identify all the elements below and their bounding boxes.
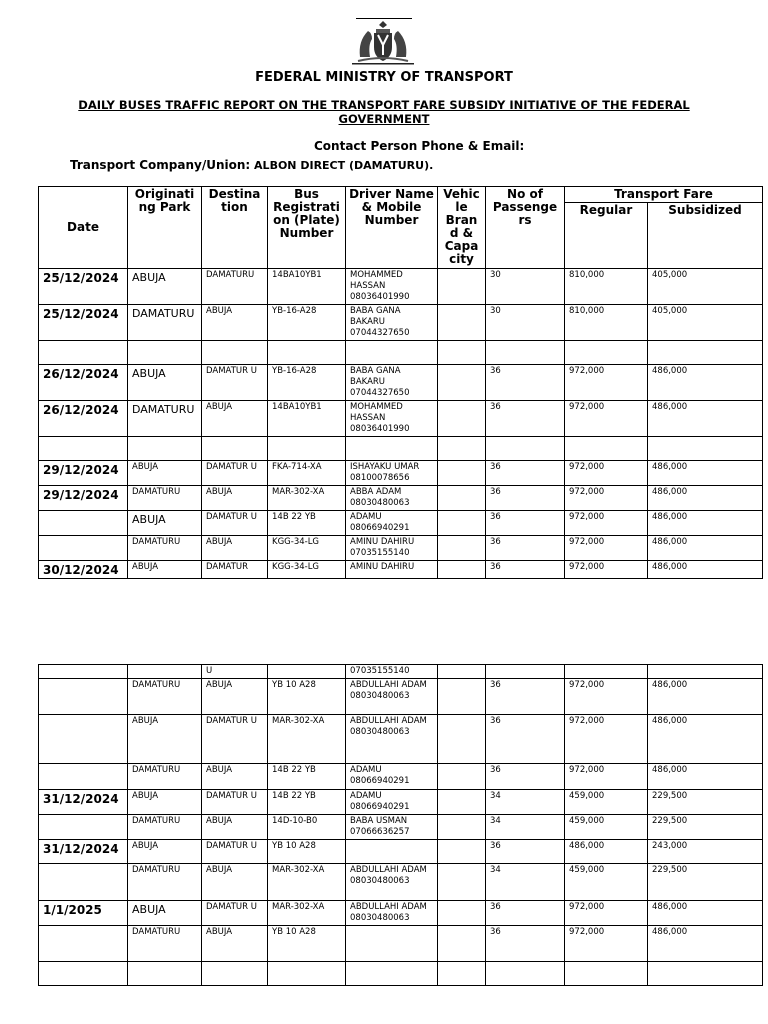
table-row (39, 815, 763, 840)
cell-subsidized (648, 437, 763, 461)
cell-vehicle (438, 764, 486, 790)
cell-pax: 36 (486, 365, 565, 401)
cell-vehicle (438, 864, 486, 901)
cell-pax: 36 (486, 840, 565, 864)
table-row (39, 461, 763, 486)
cell-regular: 972,000 (565, 486, 648, 511)
cell-subsidized: 229,500 (648, 790, 763, 815)
table-row (39, 665, 763, 679)
cell-subsidized: 229,500 (648, 864, 763, 901)
cell-vehicle (438, 486, 486, 511)
cell-bus: 14B 22 YB (268, 511, 346, 536)
cell-origin (128, 962, 202, 986)
cell-driver: BABA GANA BAKARU 07044327650 (346, 305, 438, 341)
cell-driver: BABA USMAN 07066636257 (346, 815, 438, 840)
cell-vehicle (438, 461, 486, 486)
cell-vehicle (438, 511, 486, 536)
cell-date (39, 341, 128, 365)
cell-subsidized (648, 962, 763, 986)
cell-origin: ABUJA (128, 840, 202, 864)
cell-subsidized (648, 341, 763, 365)
cell-origin (128, 437, 202, 461)
cell-subsidized: 486,000 (648, 764, 763, 790)
cell-subsidized: 405,000 (648, 269, 763, 305)
cell-bus: MAR-302-XA (268, 715, 346, 764)
cell-origin: DAMATURU (128, 486, 202, 511)
cell-dest: DAMATUR U (202, 511, 268, 536)
cell-vehicle (438, 926, 486, 962)
cell-bus: 14BA10YB1 (268, 401, 346, 437)
cell-driver: ADAMU 08066940291 (346, 511, 438, 536)
cell-regular: 972,000 (565, 365, 648, 401)
cell-date (39, 665, 128, 679)
cell-bus: KGG-34-LG (268, 536, 346, 561)
cell-date: 29/12/2024 (39, 461, 128, 486)
cell-regular (565, 341, 648, 365)
cell-date: 25/12/2024 (39, 305, 128, 341)
cell-bus: MAR-302-XA (268, 486, 346, 511)
cell-vehicle (438, 561, 486, 579)
table-row (39, 962, 763, 986)
cell-regular: 459,000 (565, 864, 648, 901)
cell-regular: 972,000 (565, 679, 648, 715)
cell-date (39, 764, 128, 790)
cell-driver (346, 962, 438, 986)
table-row (39, 679, 763, 715)
cell-dest: DAMATURU (202, 269, 268, 305)
cell-vehicle (438, 437, 486, 461)
table-row (39, 790, 763, 815)
cell-origin: DAMATURU (128, 305, 202, 341)
cell-regular: 972,000 (565, 561, 648, 579)
cell-pax: 36 (486, 715, 565, 764)
cell-driver: MOHAMMED HASSAN 08036401990 (346, 401, 438, 437)
contact-label: Contact Person Phone & Email: (314, 139, 525, 153)
cell-subsidized: 486,000 (648, 901, 763, 926)
cell-date (39, 962, 128, 986)
cell-date (39, 511, 128, 536)
cell-date (39, 437, 128, 461)
cell-dest: ABUJA (202, 764, 268, 790)
cell-dest (202, 962, 268, 986)
cell-origin: DAMATURU (128, 864, 202, 901)
header-regular: Regular (565, 203, 648, 269)
cell-pax: 36 (486, 511, 565, 536)
cell-bus: MAR-302-XA (268, 864, 346, 901)
cell-date (39, 864, 128, 901)
cell-regular: 810,000 (565, 269, 648, 305)
cell-origin: ABUJA (128, 901, 202, 926)
cell-vehicle (438, 815, 486, 840)
cell-regular: 972,000 (565, 901, 648, 926)
cell-vehicle (438, 269, 486, 305)
cell-regular: 972,000 (565, 401, 648, 437)
cell-vehicle (438, 962, 486, 986)
cell-dest: ABUJA (202, 926, 268, 962)
cell-dest: DAMATUR U (202, 365, 268, 401)
cell-bus (268, 665, 346, 679)
cell-regular: 972,000 (565, 764, 648, 790)
cell-pax: 36 (486, 561, 565, 579)
cell-bus: MAR-302-XA (268, 901, 346, 926)
cell-date (39, 926, 128, 962)
cell-bus: YB 10 A28 (268, 840, 346, 864)
table-row (39, 511, 763, 536)
header-subsidized: Subsidized (648, 203, 763, 269)
table-row (39, 561, 763, 579)
header-driver: Driver Name & Mobile Number (346, 187, 438, 269)
cell-regular: 459,000 (565, 790, 648, 815)
cell-driver: MOHAMMED HASSAN 08036401990 (346, 269, 438, 305)
cell-pax (486, 341, 565, 365)
cell-bus: YB-16-A28 (268, 365, 346, 401)
cell-bus: 14B 22 YB (268, 790, 346, 815)
cell-vehicle (438, 901, 486, 926)
cell-date: 31/12/2024 (39, 790, 128, 815)
cell-bus: 14D-10-B0 (268, 815, 346, 840)
cell-bus: FKA-714-XA (268, 461, 346, 486)
cell-origin (128, 665, 202, 679)
cell-bus: YB 10 A28 (268, 926, 346, 962)
header-passengers: No of Passenge rs (486, 187, 565, 269)
table-row (39, 764, 763, 790)
cell-dest: DAMATUR U (202, 901, 268, 926)
cell-subsidized: 486,000 (648, 536, 763, 561)
cell-pax: 34 (486, 864, 565, 901)
cell-pax (486, 437, 565, 461)
cell-origin: ABUJA (128, 365, 202, 401)
cell-pax (486, 962, 565, 986)
cell-subsidized: 486,000 (648, 401, 763, 437)
cell-regular: 459,000 (565, 815, 648, 840)
cell-driver: ABDULLAHI ADAM 08030480063 (346, 901, 438, 926)
coat-of-arms-icon (352, 17, 414, 65)
cell-regular: 972,000 (565, 511, 648, 536)
company-line (70, 158, 433, 172)
cell-bus (268, 341, 346, 365)
cell-dest: DAMATUR U (202, 715, 268, 764)
cell-bus: 14B 22 YB (268, 764, 346, 790)
cell-subsidized: 486,000 (648, 715, 763, 764)
cell-dest: DAMATUR U (202, 790, 268, 815)
cell-driver: ADAMU 08066940291 (346, 790, 438, 815)
table-row (39, 365, 763, 401)
cell-driver: ABBA ADAM 08030480063 (346, 486, 438, 511)
cell-dest: ABUJA (202, 305, 268, 341)
cell-vehicle (438, 679, 486, 715)
cell-regular (565, 962, 648, 986)
cell-origin: DAMATURU (128, 536, 202, 561)
cell-subsidized: 486,000 (648, 926, 763, 962)
cell-pax: 36 (486, 926, 565, 962)
cell-dest: ABUJA (202, 486, 268, 511)
cell-pax: 36 (486, 536, 565, 561)
cell-subsidized: 486,000 (648, 365, 763, 401)
cell-dest: ABUJA (202, 679, 268, 715)
cell-pax: 34 (486, 815, 565, 840)
table-row (39, 437, 763, 461)
cell-origin (128, 341, 202, 365)
cell-vehicle (438, 365, 486, 401)
table-row (39, 926, 763, 962)
cell-origin: DAMATURU (128, 679, 202, 715)
cell-origin: DAMATURU (128, 764, 202, 790)
cell-date (39, 536, 128, 561)
cell-date: 31/12/2024 (39, 840, 128, 864)
cell-pax: 36 (486, 401, 565, 437)
cell-regular (565, 437, 648, 461)
cell-pax (486, 665, 565, 679)
table-row (39, 840, 763, 864)
cell-driver: ABDULLAHI ADAM 08030480063 (346, 679, 438, 715)
traffic-table-page-2 (38, 664, 763, 986)
cell-origin: DAMATURU (128, 401, 202, 437)
company-label: Transport Company/Union: (70, 158, 251, 172)
cell-subsidized: 405,000 (648, 305, 763, 341)
table-row (39, 269, 763, 305)
table-row (39, 864, 763, 901)
cell-pax: 30 (486, 305, 565, 341)
traffic-table-page-1 (38, 186, 763, 579)
cell-dest: U (202, 665, 268, 679)
cell-dest: DAMATUR (202, 561, 268, 579)
cell-dest (202, 341, 268, 365)
cell-bus: YB 10 A28 (268, 679, 346, 715)
cell-bus (268, 437, 346, 461)
cell-dest (202, 437, 268, 461)
cell-date (39, 815, 128, 840)
cell-date: 26/12/2024 (39, 401, 128, 437)
cell-regular: 972,000 (565, 461, 648, 486)
cell-subsidized: 243,000 (648, 840, 763, 864)
cell-subsidized: 486,000 (648, 561, 763, 579)
cell-subsidized: 486,000 (648, 679, 763, 715)
cell-origin: DAMATURU (128, 815, 202, 840)
cell-driver: BABA GANA BAKARU 07044327650 (346, 365, 438, 401)
cell-driver (346, 341, 438, 365)
cell-pax: 36 (486, 764, 565, 790)
cell-regular: 972,000 (565, 536, 648, 561)
cell-driver: ISHAYAKU UMAR 08100078656 (346, 461, 438, 486)
cell-date: 30/12/2024 (39, 561, 128, 579)
cell-dest: DAMATUR U (202, 461, 268, 486)
cell-date: 26/12/2024 (39, 365, 128, 401)
header-date: Date (39, 187, 128, 269)
cell-driver (346, 840, 438, 864)
cell-bus: YB-16-A28 (268, 305, 346, 341)
cell-origin: ABUJA (128, 561, 202, 579)
cell-driver: 07035155140 (346, 665, 438, 679)
cell-driver: AMINU DAHIRU (346, 561, 438, 579)
report-title: DAILY BUSES TRAFFIC REPORT ON THE TRANSPORT FARE SUBSIDY INITIATIVE OF THE FEDERAL GOVERNMENT (78, 98, 690, 126)
cell-dest: ABUJA (202, 864, 268, 901)
cell-origin: DAMATURU (128, 926, 202, 962)
cell-driver: AMINU DAHIRU 07035155140 (346, 536, 438, 561)
cell-date: 25/12/2024 (39, 269, 128, 305)
cell-driver: ABDULLAHI ADAM 08030480063 (346, 715, 438, 764)
cell-bus: KGG-34-LG (268, 561, 346, 579)
table-row (39, 536, 763, 561)
cell-vehicle (438, 536, 486, 561)
table-row (39, 341, 763, 365)
cell-pax: 36 (486, 679, 565, 715)
cell-vehicle (438, 790, 486, 815)
cell-regular: 486,000 (565, 840, 648, 864)
table-row (39, 305, 763, 341)
cell-pax: 30 (486, 269, 565, 305)
cell-subsidized: 486,000 (648, 486, 763, 511)
cell-dest: ABUJA (202, 401, 268, 437)
cell-subsidized: 229,500 (648, 815, 763, 840)
cell-subsidized: 486,000 (648, 511, 763, 536)
header-destination: Destina tion (202, 187, 268, 269)
table-row (39, 901, 763, 926)
cell-subsidized: 486,000 (648, 461, 763, 486)
cell-bus: 14BA10YB1 (268, 269, 346, 305)
cell-driver (346, 926, 438, 962)
cell-origin: ABUJA (128, 715, 202, 764)
cell-vehicle (438, 341, 486, 365)
table-row (39, 486, 763, 511)
cell-driver: ADAMU 08066940291 (346, 764, 438, 790)
cell-pax: 36 (486, 486, 565, 511)
cell-pax: 34 (486, 790, 565, 815)
cell-regular: 972,000 (565, 926, 648, 962)
cell-dest: DAMATUR U (202, 840, 268, 864)
cell-date (39, 679, 128, 715)
cell-vehicle (438, 715, 486, 764)
cell-pax: 36 (486, 461, 565, 486)
header-origin: Originati ng Park (128, 187, 202, 269)
cell-vehicle (438, 305, 486, 341)
cell-vehicle (438, 840, 486, 864)
cell-regular: 972,000 (565, 715, 648, 764)
company-value: ALBON DIRECT (DAMATURU). (254, 159, 434, 172)
header-vehicle: Vehic le Bran d & Capa city (438, 187, 486, 269)
header-transport-fare: Transport Fare (565, 187, 763, 203)
cell-origin: ABUJA (128, 511, 202, 536)
cell-date: 29/12/2024 (39, 486, 128, 511)
cell-bus (268, 962, 346, 986)
cell-vehicle (438, 665, 486, 679)
cell-subsidized (648, 665, 763, 679)
cell-dest: ABUJA (202, 536, 268, 561)
cell-driver (346, 437, 438, 461)
cell-dest: ABUJA (202, 815, 268, 840)
cell-pax: 36 (486, 901, 565, 926)
cell-origin: ABUJA (128, 269, 202, 305)
cell-regular: 810,000 (565, 305, 648, 341)
cell-date: 1/1/2025 (39, 901, 128, 926)
ministry-name: FEDERAL MINISTRY OF TRANSPORT (255, 70, 513, 85)
cell-vehicle (438, 401, 486, 437)
cell-origin: ABUJA (128, 461, 202, 486)
cell-origin: ABUJA (128, 790, 202, 815)
header-bus-registration: Bus Registrati on (Plate) Number (268, 187, 346, 269)
cell-regular (565, 665, 648, 679)
cell-date (39, 715, 128, 764)
table-row (39, 715, 763, 764)
table-row (39, 401, 763, 437)
cell-driver: ABDULLAHI ADAM 08030480063 (346, 864, 438, 901)
